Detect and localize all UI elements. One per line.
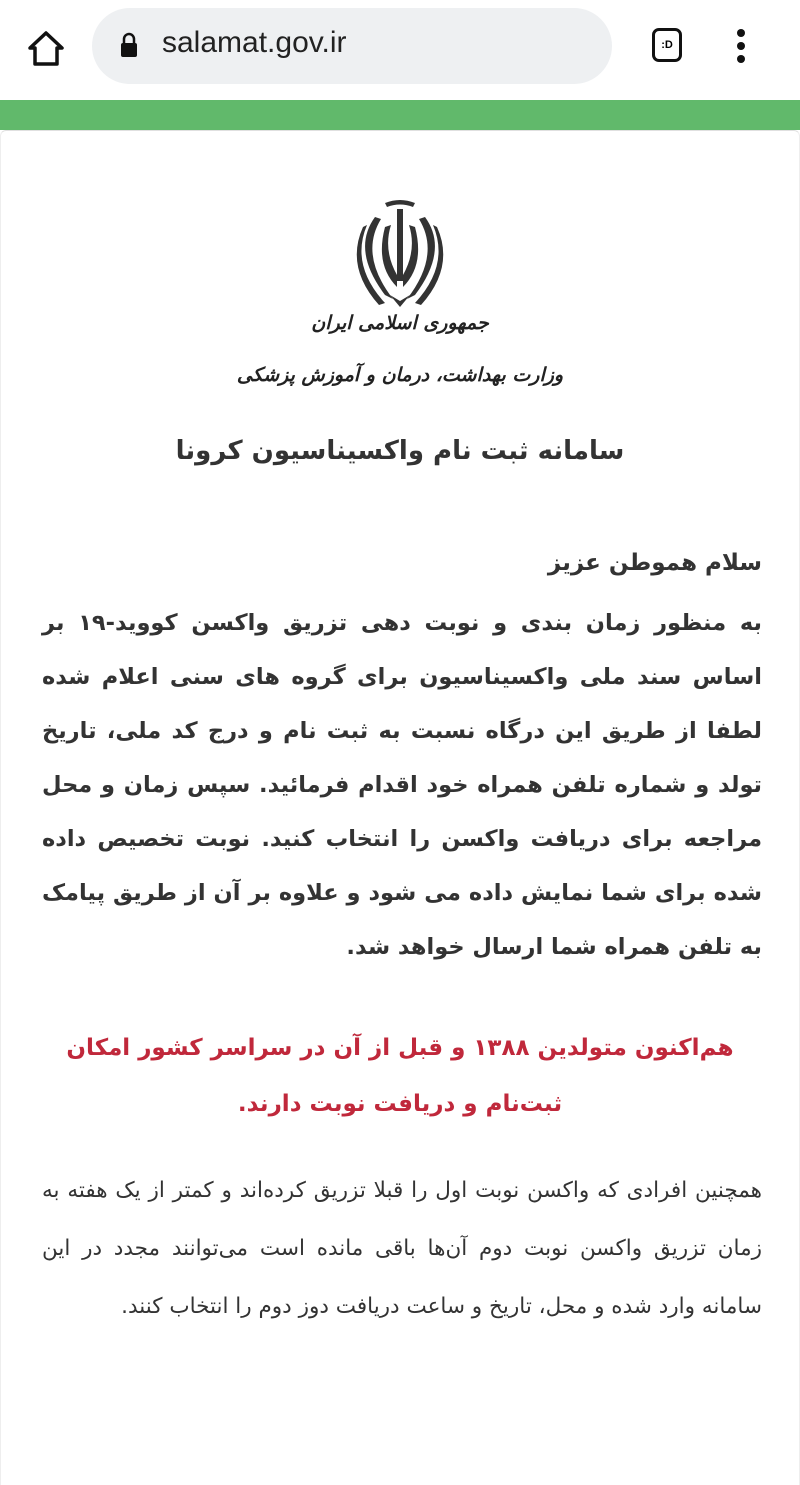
page-title: سامانه ثبت نام واکسیناسیون کرونا [175,436,625,466]
emblem-icon [345,195,455,315]
second-dose-paragraph: همچنین افرادی که واکسن نوبت اول را قبلا تزریق کرده‌اند و کمتر از یک هفته به زمان تزریق واکسن نوبت دوم آن‌ها باقی مانده است می‌توانند مجدد در این سامانه وارد شده و محل، تاریخ و ساعت دریافت دوز دوم را انتخاب کنند. [42,1178,762,1319]
intro-paragraph: به منظور زمان بندی و نوبت دهی تزریق واکسن کووید-۱۹ بر اساس سند ملی واکسیناسیون برای گروه های سنی اعلام شده لطفا از طریق این درگاه نسبت به ثبت نام و درج کد ملی، تاریخ تولد و شماره تلفن همراه خود اقدام فرمائید. سپس زمان و محل مراجعه برای دریافت واکسن را انتخاب کنید. نوبت تخصیص داده شده برای شما نمایش داده می شود و علاوه بر آن از طریق پیامک به تلفن همراه شما ارسال خواهد شد. [42,610,762,960]
home-icon[interactable] [26,28,66,68]
menu-icon[interactable] [734,28,748,64]
logo-line-1: جمهوری اسلامی ایران [311,312,489,334]
notice-text: هم‌اکنون متولدین ۱۳۸۸ و قبل از آن در سراسر کشور امکان ثبت‌نام و دریافت نوبت دارند. [66,1035,734,1117]
url-text[interactable]: salamat.gov.ir [162,26,347,59]
tabs-button[interactable]: :D [652,28,682,62]
greeting: سلام هموطن عزیز [547,550,762,576]
header-bar [0,100,800,130]
lock-icon [120,32,138,58]
browser-toolbar [0,0,800,100]
logo-line-2: وزارت بهداشت، درمان و آموزش پزشکی [236,364,564,386]
address-bar[interactable] [92,8,612,84]
